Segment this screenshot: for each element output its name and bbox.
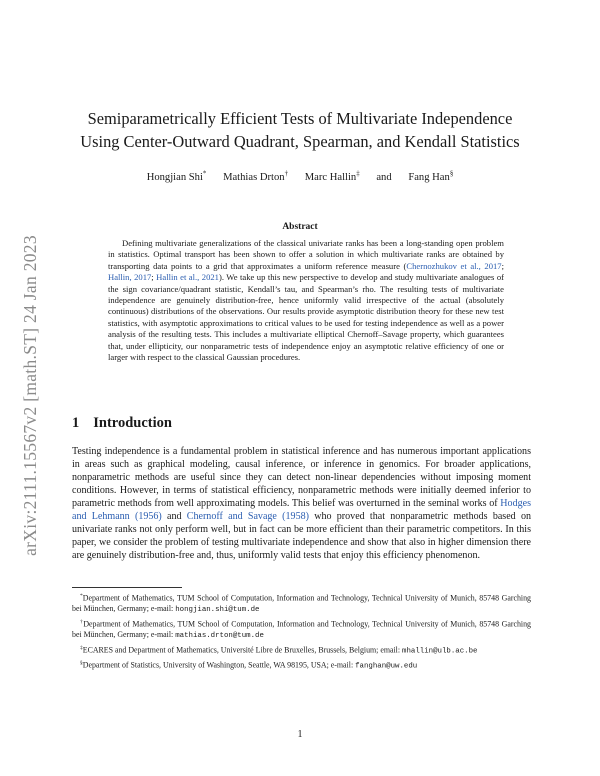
footnotes — [72, 591, 531, 673]
footnote-2: †Department of Mathematics, TUM School of Computation, Information and Technology, Technical University of Munich, 85748 Garching bei München, Germany; e-mail: mathias.drton@tum.de — [72, 618, 532, 641]
email-link[interactable]: mathias.drton@tum.de — [175, 632, 264, 641]
title-line-1: Semiparametrically Efficient Tests of Multivariate Independence — [87, 109, 513, 128]
page-number: 1 — [297, 729, 303, 740]
author-conjunction: and — [376, 171, 392, 183]
author-2: Mathias Drton† — [223, 169, 289, 183]
arxiv-stamp-text: arXiv:2111.15567v2 [math.ST] 24 Jan 2023 — [19, 234, 40, 556]
citation-hodges-lehmann[interactable]: Hodges and Lehmann (1956) — [72, 498, 531, 522]
abstract-text: Defining multivariate generalizations of the classical univariate ranks has been a long-standing open problem in statistics. Optimal transport has been shown to offer a solution in which multivariate ranks are obtained by transporting data points to a grid that approximates a uniform reference measure (Chernozhukov et al., 2017; Hallin, 2017; Hallin et al., 2021). We take up this new perspective to develop and study multivariate analogues of the sign covariance/quadrant statistic, Kendall’s tau, and Spearman’s rho. The resulting tests of multivariate independence are genuinely distribution-free, hence uniformly valid irrespective of the actual (absolutely continuous) distributions of the observations. Our results provide asymptotic distribution theory for these new test statistics, with asymptotic approximations to critical values to be used for testing independence as well as a power analysis of the resulting tests. This includes a multivariate elliptical Chernoff–Savage property, which guarantees that, under ellipticity, our nonparametric tests of independence enjoy an asymptotic relative efficiency of one or larger with respect to the classical Gaussian procedures. — [108, 238, 504, 363]
section-title: Introduction — [93, 415, 172, 431]
section-number: 1 — [72, 415, 80, 431]
footnote-rule — [72, 587, 182, 588]
paper-title — [60, 107, 540, 153]
section-heading-introduction — [72, 415, 172, 432]
arxiv-stamp — [10, 200, 50, 590]
citation-hallin-2017[interactable]: Hallin, 2017 — [108, 272, 152, 283]
author-3: Marc Hallin‡ — [304, 169, 360, 183]
author-list — [60, 166, 540, 185]
introduction-paragraph: Testing independence is a fundamental problem in statistical inference and has numerous important applications in areas such as graphical modeling, causal inference, or inference in genomics. For broader applications, nonparametric methods are useful since they can detect non-linear dependencies without imposing moment conditions. However, in terms of statistical efficiency, nonparametric methods were initially deemed inferior to parametric methods from well approximating models. This belief was overturned in the seminal works of Hodges and Lehmann (1956) and Chernoff and Savage (1958) who proved that nonparametric methods based on univariate ranks not only perform well, but in fact can be more efficient than their parametric competitors. In this paper, we consider the problem of testing multivariate independence and show that also in higher dimension there are genuinely distribution-free and, thus, uniformly valid tests that enjoy this efficiency phenomenon. — [72, 446, 532, 561]
title-line-2: Using Center-Outward Quadrant, Spearman, and Kendall Statistics — [80, 132, 520, 151]
email-link[interactable]: hongjian.shi@tum.de — [175, 606, 260, 615]
citation-chernozhukov[interactable]: Chernozhukov et al., 2017 — [406, 260, 502, 271]
citation-hallin-2021[interactable]: Hallin et al., 2021 — [156, 272, 219, 283]
author-4: Fang Han§ — [408, 169, 454, 183]
footnote-4: §Department of Statistics, University of Washington, Seattle, WA 98195, USA; e-mail: fanghan@uw.edu — [80, 659, 418, 671]
author-1: Hongjian Shi* — [146, 169, 207, 183]
footnote-3: ‡ECARES and Department of Mathematics, Université Libre de Bruxelles, Brussels, Belgium; email: mhallin@ulb.ac.be — [80, 644, 478, 656]
email-link[interactable]: fanghan@uw.edu — [355, 662, 418, 671]
footnote-1: *Department of Mathematics, TUM School of Computation, Information and Technology, Technical University of Munich, 85748 Garching bei München, Germany; e-mail: hongjian.shi@tum.de — [72, 593, 531, 615]
email-link[interactable]: mhallin@ulb.ac.be — [402, 647, 478, 656]
citation-chernoff-savage[interactable]: Chernoff and Savage (1958) — [186, 511, 309, 522]
abstract-heading: Abstract — [282, 222, 318, 232]
